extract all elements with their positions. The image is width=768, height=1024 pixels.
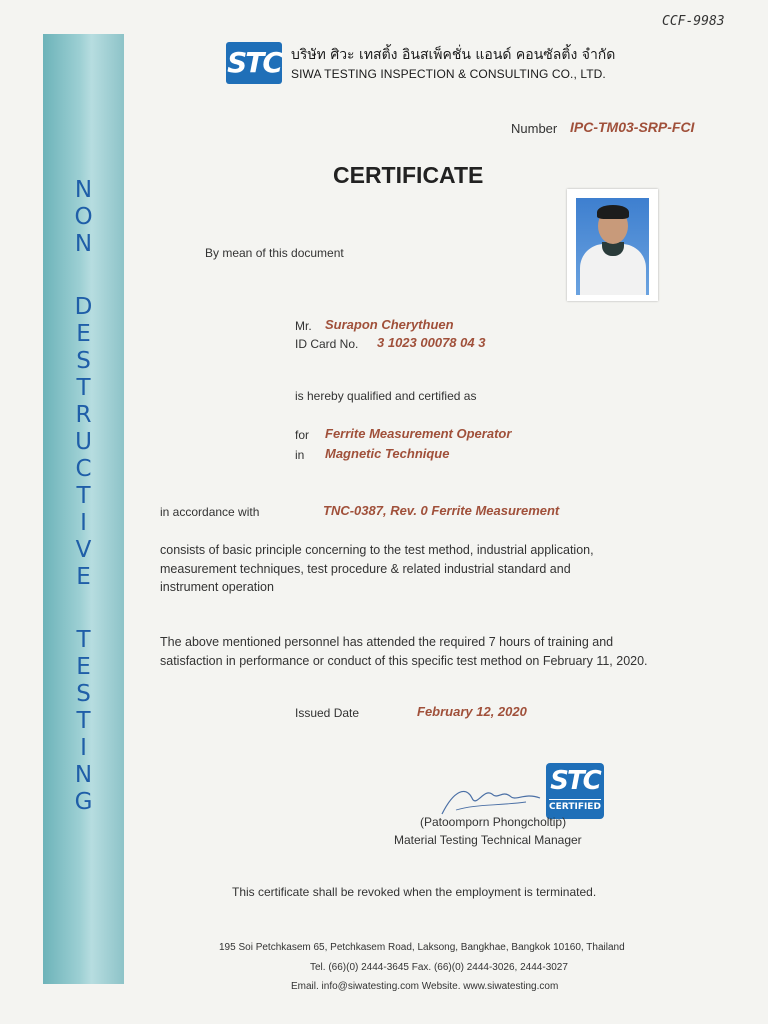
band-letter: O: [74, 204, 93, 230]
side-band: [43, 34, 124, 984]
intro-text: By mean of this document: [205, 246, 344, 260]
stamp-label: CERTIFIED: [549, 799, 601, 814]
band-letter: I: [80, 510, 87, 536]
band-letter: D: [74, 294, 93, 320]
certificate-title: CERTIFICATE: [333, 162, 484, 188]
band-letter: S: [76, 348, 91, 374]
band-letter: U: [75, 429, 92, 455]
band-letter: I: [80, 735, 87, 761]
number-label: Number: [511, 121, 558, 136]
band-letter: R: [75, 402, 92, 428]
paragraph-line: instrument operation: [160, 580, 274, 594]
accordance-value: TNC-0387, Rev. 0 Ferrite Measurement: [323, 503, 560, 518]
technique-value: Magnetic Technique: [325, 446, 450, 461]
footer-address: 195 Soi Petchkasem 65, Petchkasem Road, Laksong, Bangkhae, Bangkok 10160, Thailand: [219, 942, 625, 953]
band-letter: N: [74, 762, 93, 788]
band-letter: T: [76, 375, 91, 401]
footer-contact: Email. info@siwatesting.com Website. www.siwatesting.com: [291, 981, 559, 992]
company-logo: STC: [226, 42, 282, 84]
accordance-label: in accordance with: [160, 505, 260, 519]
signature: [436, 780, 546, 820]
paragraph-line: The above mentioned personnel has attended the required 7 hours of training and: [160, 635, 614, 649]
paragraph-line: consists of basic principle concerning to the test method, industrial application,: [160, 543, 594, 557]
qualified-text: is hereby qualified and certified as: [295, 389, 477, 403]
band-letter: G: [74, 789, 93, 815]
person-name: Surapon Cherythuen: [325, 317, 454, 332]
issued-date-label: Issued Date: [295, 706, 360, 720]
for-label: for: [295, 428, 310, 442]
person-title-label: Mr.: [295, 319, 312, 333]
band-letter: V: [75, 537, 92, 563]
band-letter: N: [74, 177, 93, 203]
person-photo: [567, 189, 658, 301]
paragraph-scope: [160, 541, 740, 597]
band-letter: N: [74, 231, 93, 257]
signatory-name: (Patoomporn Phongcholtip): [420, 815, 567, 829]
handwritten-reference: CCF-9983: [662, 14, 725, 29]
signatory-title: Material Testing Technical Manager: [394, 833, 582, 847]
band-letter: T: [76, 483, 91, 509]
id-card-value: 3 1023 00078 04 3: [377, 335, 486, 350]
id-card-label: ID Card No.: [295, 337, 359, 351]
qualification-value: Ferrite Measurement Operator: [325, 426, 512, 441]
band-letter: S: [76, 681, 91, 707]
company-name-english: SIWA TESTING INSPECTION & CONSULTING CO., LTD.: [291, 67, 606, 81]
issued-date-value: February 12, 2020: [417, 704, 527, 719]
certified-stamp: [546, 763, 604, 819]
band-letter: E: [76, 564, 91, 590]
number-value: IPC-TM03-SRP-FCI: [570, 119, 695, 135]
paragraph-training: [160, 633, 750, 670]
band-letter: T: [76, 708, 91, 734]
company-name-thai: บริษัท ศิวะ เทสติ้ง อินสเพ็คชั่น แอนด์ คอนซัลติ้ง จำกัด: [291, 47, 616, 63]
in-label: in: [295, 448, 305, 462]
band-letter: E: [76, 654, 91, 680]
band-letter: C: [75, 456, 92, 482]
stamp-logo: STC: [550, 766, 600, 796]
footer-phone: Tel. (66)(0) 2444-3645 Fax. (66)(0) 2444-3026, 2444-3027: [310, 962, 568, 973]
band-letter: T: [76, 627, 91, 653]
paragraph-line: measurement techniques, test procedure & related industrial standard and: [160, 561, 571, 576]
paragraph-line: satisfaction in performance or conduct of this specific test method on February 11, 2020.: [160, 653, 648, 668]
band-letter: E: [76, 321, 91, 347]
revoke-notice: This certificate shall be revoked when the employment is terminated.: [232, 885, 597, 899]
